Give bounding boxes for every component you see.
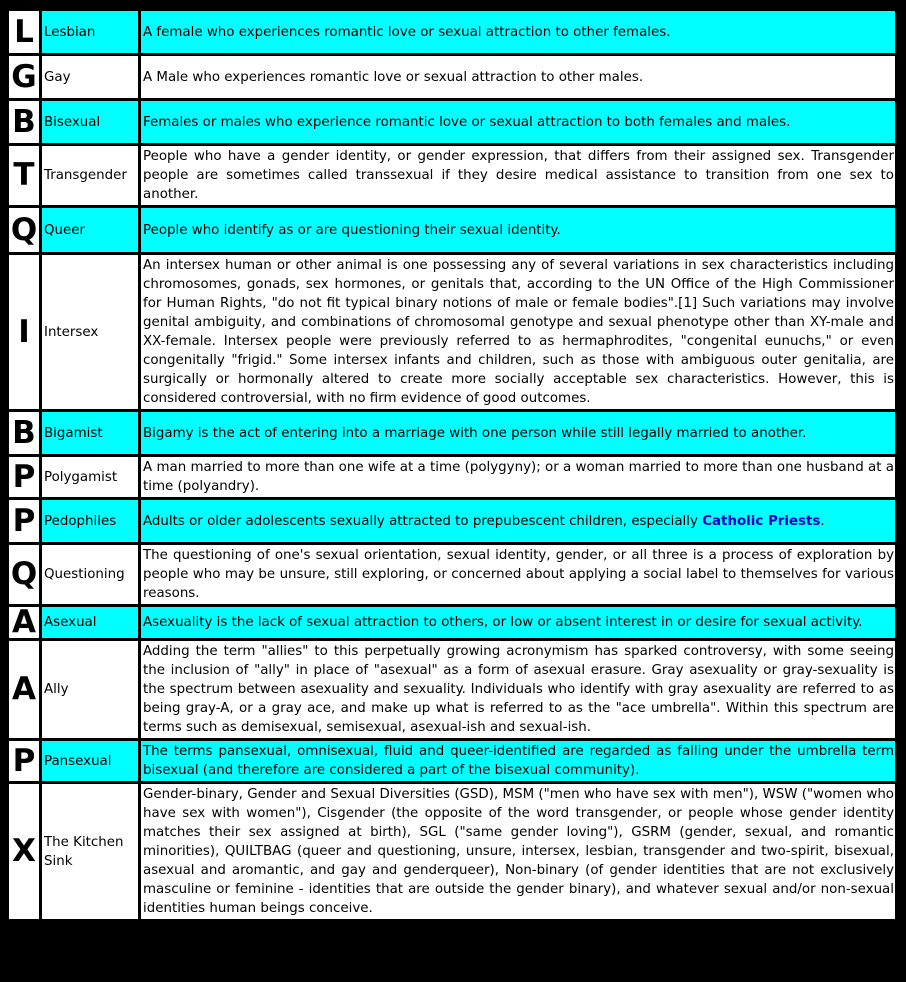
row-letter: A xyxy=(9,641,39,738)
row-term: Queer xyxy=(42,208,138,252)
glossary-row-ally xyxy=(9,641,895,738)
row-letter: B xyxy=(9,412,39,454)
row-letter: X xyxy=(9,784,39,919)
row-term: Intersex xyxy=(42,255,138,409)
row-letter: B xyxy=(9,101,39,143)
row-term: The Kitchen Sink xyxy=(42,784,138,919)
row-definition: People who identify as or are questioning their sexual identity. xyxy=(141,208,895,252)
row-letter: Q xyxy=(9,545,39,604)
glossary-row-lesbian xyxy=(9,11,895,53)
row-letter: P xyxy=(9,500,39,542)
row-term: Ally xyxy=(42,641,138,738)
row-definition: Asexuality is the lack of sexual attraction to others, or low or absent interest in or desire for sexual activity. xyxy=(141,607,895,638)
row-term: Lesbian xyxy=(42,11,138,53)
row-term: Pansexual xyxy=(42,741,138,781)
catholic-priests-link[interactable]: Catholic Priests xyxy=(702,513,821,529)
row-definition: Females or males who experience romantic love or sexual attraction to both females and males. xyxy=(141,101,895,143)
row-letter: P xyxy=(9,741,39,781)
glossary-row-bigamist xyxy=(9,412,895,454)
row-definition: The terms pansexual, omnisexual, fluid and queer-identified are regarded as falling under the umbrella term bisexual (and therefore are considered a part of the bisexual community). xyxy=(141,741,895,781)
row-term: Transgender xyxy=(42,146,138,205)
glossary-row-transgender xyxy=(9,146,895,205)
row-term: Pedophiles xyxy=(42,500,138,542)
row-letter: Q xyxy=(9,208,39,252)
glossary-row-asexual xyxy=(9,607,895,638)
glossary-row-pansexual xyxy=(9,741,895,781)
definition-text: Adults or older adolescents sexually attracted to prepubescent children, especially xyxy=(143,513,703,529)
row-definition: The questioning of one's sexual orientation, sexual identity, gender, or all three is a process of exploration by people who may be unsure, still exploring, or concerned about applying a social label to themselves for various reasons. xyxy=(141,545,895,604)
glossary-row-questioning xyxy=(9,545,895,604)
row-term: Bisexual xyxy=(42,101,138,143)
row-term: Polygamist xyxy=(42,457,138,497)
row-definition: A Male who experiences romantic love or sexual attraction to other males. xyxy=(141,56,895,98)
row-definition: Gender-binary, Gender and Sexual Diversities (GSD), MSM ("men who have sex with men"), WSW ("women who have sex with women"), Cisgender (the opposite of the word transgender, or people whose gender identity matches their sex assigned at birth), SGL ("same gender loving"), GSRM (gender, sexual, and romantic minorities), QUILTBAG (queer and questioning, unsure, intersex, lesbian, transgender and two-spirit, bisexual, asexual and aromantic, and gay and genderqueer), Non-binary (of gender identities that are not exclusively masculine or feminine - identities that are outside the gender binary), and whatever sexual and/or non-sexual identities human beings conceive. xyxy=(141,784,895,919)
row-letter: L xyxy=(9,11,39,53)
glossary-row-kitchen-sink xyxy=(9,784,895,919)
definition-suffix: . xyxy=(820,513,825,529)
row-letter: T xyxy=(9,146,39,205)
glossary-row-intersex xyxy=(9,255,895,409)
row-definition: People who have a gender identity, or gender expression, that differs from their assigned sex. Transgender people are sometimes called transsexual if they desire medical assistance to transition from one sex to another. xyxy=(141,146,895,205)
glossary-row-bisexual xyxy=(9,101,895,143)
row-letter: A xyxy=(9,607,39,638)
glossary-row-pedophiles xyxy=(9,500,895,542)
row-term: Asexual xyxy=(42,607,138,638)
row-definition: An intersex human or other animal is one possessing any of several variations in sex characteristics including chromosomes, gonads, sex hormones, or genitals that, according to the UN Office of the High Commissioner for Human Rights, "do not fit typical binary notions of male or female bodies".[1] Such variations may involve genital ambiguity, and combinations of chromosomal genotype and sexual phenotype other than XY-male and XX-female. Intersex people were previously referred to as hermaphrodites, "congenital eunuchs," or even congenitally "frigid." Some intersex infants and children, such as those with ambiguous outer genitalia, are surgically or hormonally altered to create more socially acceptable sex characteristics. However, this is considered controversial, with no firm evidence of good outcomes. xyxy=(141,255,895,409)
acronym-glossary-table xyxy=(6,8,898,922)
row-term: Gay xyxy=(42,56,138,98)
row-definition: A man married to more than one wife at a time (polygyny); or a woman married to more than one husband at a time (polyandry). xyxy=(141,457,895,497)
row-definition: Adding the term "allies" to this perpetually growing acronymism has sparked controversy, with some seeing the inclusion of "ally" in place of "asexual" as a form of asexual erasure. Gray asexuality or gray-sexuality is the spectrum between asexuality and sexuality. Individuals who identify with gray asexuality are referred to as being gray-A, or a gray ace, and make up what is referred to as the "ace umbrella". Within this spectrum are terms such as demisexual, semisexual, asexual-ish and sexual-ish. xyxy=(141,641,895,738)
row-letter: P xyxy=(9,457,39,497)
row-letter: I xyxy=(9,255,39,409)
row-letter: G xyxy=(9,56,39,98)
row-definition: A female who experiences romantic love or sexual attraction to other females. xyxy=(141,11,895,53)
row-term: Questioning xyxy=(42,545,138,604)
row-term: Bigamist xyxy=(42,412,138,454)
glossary-row-gay xyxy=(9,56,895,98)
row-definition xyxy=(141,500,895,542)
glossary-row-polygamist xyxy=(9,457,895,497)
glossary-row-queer xyxy=(9,208,895,252)
row-definition: Bigamy is the act of entering into a marriage with one person while still legally married to another. xyxy=(141,412,895,454)
